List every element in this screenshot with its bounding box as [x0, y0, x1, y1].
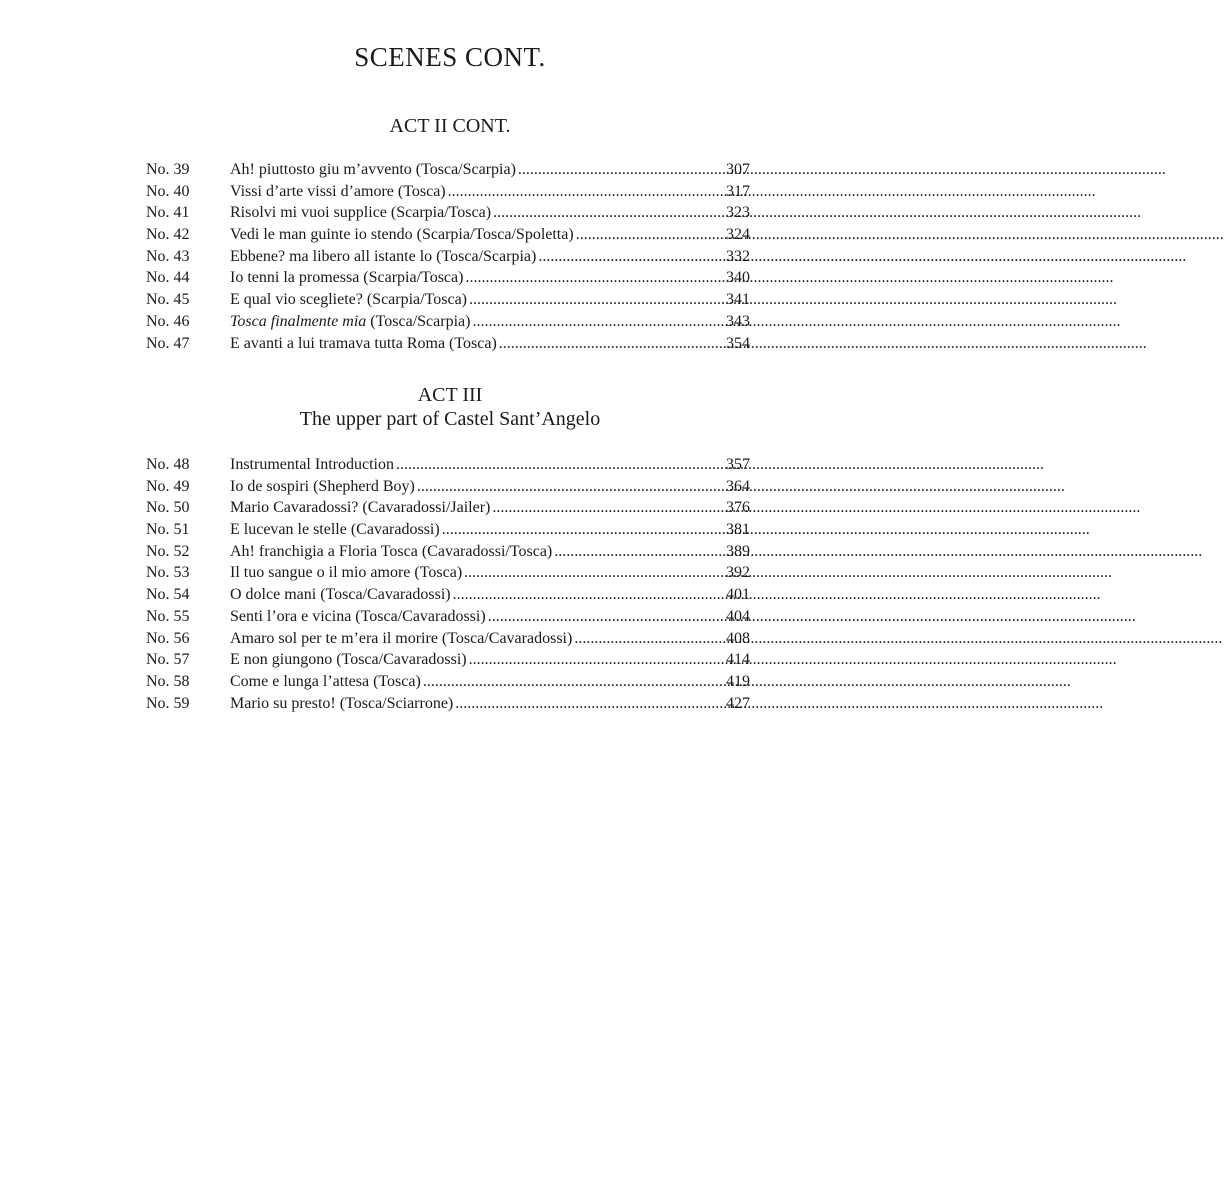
scene-number: No. 57 [146, 651, 190, 669]
scene-title-text: E qual vio scegliete? (Scarpia/Tosca) [230, 291, 467, 309]
dot-leader [554, 541, 724, 563]
scene-title [230, 311, 470, 333]
toc-entry [146, 541, 750, 563]
act-ii-scene-list [146, 159, 750, 354]
toc-entry [146, 584, 750, 606]
scene-number: No. 43 [146, 247, 190, 265]
scene-number: No. 45 [146, 291, 190, 309]
scene-title-text: Vissi d’arte vissi d’amore (Tosca) [230, 182, 446, 200]
page-title: SCENES CONT. [354, 42, 546, 72]
scene-title [230, 454, 394, 476]
scene-number: No. 59 [146, 694, 190, 712]
page-number: 389 [726, 542, 750, 560]
scene-title-text: E lucevan le stelle (Cavaradossi) [230, 521, 440, 539]
scene-title-text: Ah! piuttosto giu m’avvento (Tosca/Scarpia) [230, 161, 516, 178]
page-number: 419 [726, 672, 750, 690]
scene-title-text: (Tosca/Scarpia) [366, 312, 471, 330]
scene-title [230, 606, 486, 628]
page-number: 332 [726, 247, 750, 265]
dot-leader [396, 454, 724, 476]
scene-number: No. 50 [146, 499, 190, 517]
page-number: 357 [726, 456, 750, 473]
page-number: 381 [726, 521, 750, 539]
dot-leader [576, 224, 724, 246]
toc-entry [146, 693, 750, 715]
scene-title-text: Mario Cavaradossi? (Cavaradossi/Jailer) [230, 499, 491, 517]
dot-leader [455, 693, 724, 715]
scene-number: No. 53 [146, 564, 190, 582]
scene-title-text: E avanti a lui tramava tutta Roma (Tosca) [230, 334, 497, 352]
scene-title [230, 202, 491, 224]
scene-title [230, 541, 552, 563]
scene-number: No. 51 [146, 521, 190, 539]
toc-entry [146, 311, 750, 333]
scene-title [230, 649, 467, 671]
scene-title-text: Come e lunga l’attesa (Tosca) [230, 672, 421, 690]
scene-number: No. 49 [146, 477, 190, 495]
dot-leader [493, 202, 724, 224]
dot-leader [423, 671, 724, 693]
toc-entry [146, 181, 750, 203]
toc-entry [146, 333, 750, 355]
scene-number: No. 44 [146, 269, 190, 287]
scene-title-text: Il tuo sangue o il mio amore (Tosca) [230, 564, 463, 582]
scene-title-text: Risolvi mi vuoi supplice (Scarpia/Tosca) [230, 204, 492, 222]
dot-leader [538, 246, 724, 268]
page-number: 427 [726, 694, 750, 712]
scene-number: No. 47 [146, 334, 190, 352]
toc-entry [146, 476, 750, 498]
toc-entry [146, 202, 750, 224]
scene-title [230, 628, 572, 650]
toc-entry [146, 519, 750, 541]
scene-title [230, 476, 415, 498]
scene-title [230, 159, 516, 181]
scene-title-text: Amaro sol per te m’era il morire (Tosca/Cavaradossi) [230, 629, 573, 647]
page-number: 324 [726, 226, 750, 244]
scene-title-text: Senti l’ora e vicina (Tosca/Cavaradossi) [230, 607, 486, 625]
dot-leader [442, 519, 724, 541]
scene-title [230, 246, 536, 268]
toc-entry [146, 159, 750, 181]
dot-leader [472, 311, 724, 333]
dot-leader [492, 497, 724, 519]
scene-title [230, 693, 453, 715]
scene-title-text: O dolce mani (Tosca/Cavaradossi) [230, 586, 451, 604]
toc-entry [146, 246, 750, 268]
page-number: 376 [726, 499, 750, 517]
scene-title [230, 562, 462, 584]
toc-entry [146, 497, 750, 519]
act-iii-scene-list [146, 454, 750, 714]
scene-number: No. 39 [146, 161, 190, 178]
dot-leader [453, 584, 724, 606]
toc-entry [146, 267, 750, 289]
dot-leader [448, 181, 724, 203]
toc-entry [146, 606, 750, 628]
dot-leader [469, 649, 724, 671]
page-number: 307 [726, 161, 750, 178]
page-number: 401 [726, 586, 750, 604]
dot-leader [465, 267, 724, 289]
scene-number: No. 42 [146, 226, 190, 244]
scene-number: No. 54 [146, 586, 190, 604]
scene-title-text: Io tenni la promessa (Scarpia/Tosca) [230, 269, 464, 287]
scene-title [230, 267, 463, 289]
act-iii-heading: ACT III [417, 384, 483, 406]
dot-leader [488, 606, 724, 628]
dot-leader [574, 628, 724, 650]
scene-title-text: Io de sospiri (Shepherd Boy) [230, 477, 415, 495]
scene-number: No. 48 [146, 456, 190, 473]
page-number: 343 [726, 312, 750, 330]
scene-number: No. 52 [146, 542, 190, 560]
toc-entry [146, 289, 750, 311]
scene-title-text: Mario su presto! (Tosca/Sciarrone) [230, 694, 454, 712]
scene-title [230, 671, 421, 693]
page-number: 323 [726, 204, 750, 222]
toc-entry [146, 224, 750, 246]
toc-entry [146, 562, 750, 584]
page-number: 364 [726, 477, 750, 495]
scene-title [230, 289, 467, 311]
page-number: 404 [726, 607, 750, 625]
scene-number: No. 41 [146, 204, 190, 222]
scene-number: No. 55 [146, 607, 190, 625]
page-number: 354 [726, 334, 750, 352]
dot-leader [518, 159, 724, 181]
page-number: 414 [726, 651, 750, 669]
scene-title [230, 584, 451, 606]
scene-title [230, 224, 574, 246]
page-number: 340 [726, 269, 750, 287]
dot-leader [469, 289, 724, 311]
scene-title [230, 519, 440, 541]
act-iii-subtitle: The upper part of Castel Sant’Angelo [299, 408, 601, 430]
page-number: 408 [726, 629, 750, 647]
scene-title [230, 497, 490, 519]
scene-title-text: Vedi le man guinte io stendo (Scarpia/Tosca/Spoletta) [230, 226, 574, 244]
scene-title-italic: Tosca finalmente mia [230, 312, 367, 330]
scene-number: No. 40 [146, 182, 190, 200]
toc-entry [146, 649, 750, 671]
scene-title-text: Instrumental Introduction [230, 456, 394, 473]
scene-title-text: Ebbene? ma libero all istante lo (Tosca/Scarpia) [230, 247, 537, 265]
scene-number: No. 46 [146, 312, 190, 330]
toc-entry [146, 671, 750, 693]
toc-entry [146, 454, 750, 476]
page-number: 341 [726, 291, 750, 309]
dot-leader [417, 476, 724, 498]
act-ii-heading: ACT II CONT. [389, 115, 511, 137]
dot-leader [464, 562, 724, 584]
scene-title [230, 181, 446, 203]
page-number: 392 [726, 564, 750, 582]
scene-number: No. 56 [146, 629, 190, 647]
scene-title [230, 333, 497, 355]
scene-number: No. 58 [146, 672, 190, 690]
scene-title-text: Ah! franchigia a Floria Tosca (Cavaradossi/Tosca) [230, 542, 553, 560]
toc-entry [146, 628, 750, 650]
dot-leader [499, 333, 724, 355]
page-number: 317 [726, 182, 750, 200]
scene-title-text: E non giungono (Tosca/Cavaradossi) [230, 651, 467, 669]
